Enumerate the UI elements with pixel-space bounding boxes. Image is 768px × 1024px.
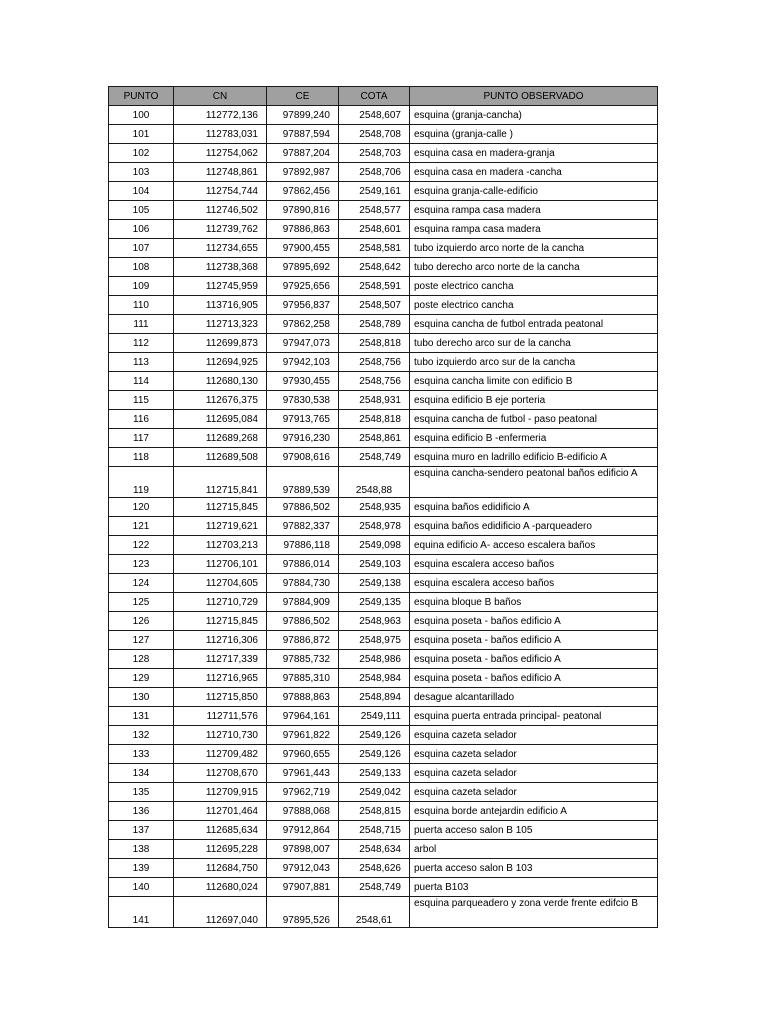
cell-punto: 120	[109, 498, 174, 517]
cell-cn: 112704,605	[174, 574, 267, 593]
cell-cota: 2548,815	[339, 802, 410, 821]
cell-cota: 2549,103	[339, 555, 410, 574]
cell-punto: 126	[109, 612, 174, 631]
cell-punto: 111	[109, 315, 174, 334]
cell-punto: 127	[109, 631, 174, 650]
cell-punto: 132	[109, 726, 174, 745]
cell-cn: 112709,915	[174, 783, 267, 802]
cell-ce: 97884,730	[267, 574, 339, 593]
table-row	[109, 517, 658, 536]
cell-punto-observado: tubo derecho arco sur de la cancha	[410, 334, 658, 353]
cell-punto: 105	[109, 201, 174, 220]
cell-cota: 2549,138	[339, 574, 410, 593]
cell-cn: 112717,339	[174, 650, 267, 669]
cell-punto-observado: esquina cazeta selador	[410, 764, 658, 783]
cell-cota: 2548,935	[339, 498, 410, 517]
cell-cota: 2548,607	[339, 106, 410, 125]
cell-cn: 112689,268	[174, 429, 267, 448]
cell-cn: 113716,905	[174, 296, 267, 315]
cell-punto: 140	[109, 878, 174, 897]
cell-punto-observado: esquina borde antejardin edificio A	[410, 802, 658, 821]
cell-ce: 97912,864	[267, 821, 339, 840]
cell-ce: 97961,822	[267, 726, 339, 745]
cell-punto: 119	[109, 467, 174, 498]
cell-ce: 97900,455	[267, 239, 339, 258]
cell-punto-observado: esquina poseta - baños edificio A	[410, 612, 658, 631]
cell-cota: 2548,818	[339, 410, 410, 429]
cell-punto: 135	[109, 783, 174, 802]
cell-cota: 2548,61	[339, 897, 410, 928]
cell-cota: 2548,978	[339, 517, 410, 536]
cell-punto: 125	[109, 593, 174, 612]
cell-ce: 97830,538	[267, 391, 339, 410]
cell-punto: 101	[109, 125, 174, 144]
cell-punto: 116	[109, 410, 174, 429]
cell-punto-observado: esquina granja-calle-edificio	[410, 182, 658, 201]
cell-cn: 112697,040	[174, 897, 267, 928]
cell-cn: 112783,031	[174, 125, 267, 144]
cell-punto: 133	[109, 745, 174, 764]
cell-ce: 97889,539	[267, 467, 339, 498]
cell-ce: 97895,692	[267, 258, 339, 277]
cell-punto: 115	[109, 391, 174, 410]
cell-cn: 112710,729	[174, 593, 267, 612]
table-row	[109, 612, 658, 631]
cell-punto-observado: puerta acceso salon B 103	[410, 859, 658, 878]
cell-punto: 100	[109, 106, 174, 125]
data-table	[108, 86, 658, 928]
cell-ce: 97885,310	[267, 669, 339, 688]
cell-cota: 2549,161	[339, 182, 410, 201]
cell-cn: 112699,873	[174, 334, 267, 353]
cell-cn: 112695,084	[174, 410, 267, 429]
cell-cn: 112706,101	[174, 555, 267, 574]
cell-punto: 118	[109, 448, 174, 467]
cell-punto-observado: esquina bloque B baños	[410, 593, 658, 612]
cell-cota: 2548,931	[339, 391, 410, 410]
cell-cota: 2549,111	[339, 707, 410, 726]
table-row	[109, 315, 658, 334]
table-row	[109, 631, 658, 650]
cell-cota: 2548,818	[339, 334, 410, 353]
cell-cn: 112772,136	[174, 106, 267, 125]
cell-ce: 97898,007	[267, 840, 339, 859]
table-row	[109, 574, 658, 593]
cell-cn: 112748,861	[174, 163, 267, 182]
cell-cota: 2548,756	[339, 353, 410, 372]
cell-punto: 103	[109, 163, 174, 182]
cell-ce: 97961,443	[267, 764, 339, 783]
cell-ce: 97964,161	[267, 707, 339, 726]
cell-punto: 106	[109, 220, 174, 239]
cell-ce: 97912,043	[267, 859, 339, 878]
cell-cota: 2548,749	[339, 878, 410, 897]
cell-punto-observado: esquina cancha de futbol entrada peatonal	[410, 315, 658, 334]
cell-cota: 2548,626	[339, 859, 410, 878]
cell-cn: 112715,845	[174, 498, 267, 517]
table-row	[109, 220, 658, 239]
cell-ce: 97962,719	[267, 783, 339, 802]
cell-cota: 2548,642	[339, 258, 410, 277]
table-row	[109, 258, 658, 277]
cell-punto: 139	[109, 859, 174, 878]
cell-cota: 2548,507	[339, 296, 410, 315]
cell-punto: 110	[109, 296, 174, 315]
cell-ce: 97882,337	[267, 517, 339, 536]
cell-punto-observado: puerta B103	[410, 878, 658, 897]
cell-cota: 2548,984	[339, 669, 410, 688]
cell-cn: 112701,464	[174, 802, 267, 821]
cell-punto-observado: esquina casa en madera -cancha	[410, 163, 658, 182]
cell-cn: 112711,576	[174, 707, 267, 726]
cell-punto-observado: esquina rampa casa madera	[410, 220, 658, 239]
table-row	[109, 296, 658, 315]
header-ce: CE	[267, 87, 339, 106]
table-row	[109, 448, 658, 467]
cell-punto: 124	[109, 574, 174, 593]
cell-punto: 130	[109, 688, 174, 707]
cell-cota: 2548,756	[339, 372, 410, 391]
table-row	[109, 764, 658, 783]
cell-punto: 112	[109, 334, 174, 353]
cell-ce: 97886,502	[267, 498, 339, 517]
cell-punto-observado: esquina escalera acceso baños	[410, 574, 658, 593]
cell-punto-observado: esquina puerta entrada principal- peatonal	[410, 707, 658, 726]
cell-punto-observado: esquina muro en ladrillo edificio B-edificio A	[410, 448, 658, 467]
header-cn: CN	[174, 87, 267, 106]
cell-punto: 128	[109, 650, 174, 669]
cell-cn: 112680,024	[174, 878, 267, 897]
cell-punto: 108	[109, 258, 174, 277]
cell-ce: 97887,594	[267, 125, 339, 144]
cell-cota: 2548,708	[339, 125, 410, 144]
table-row	[109, 669, 658, 688]
cell-cn: 112689,508	[174, 448, 267, 467]
table-row	[109, 429, 658, 448]
cell-cn: 112715,841	[174, 467, 267, 498]
cell-cn: 112708,670	[174, 764, 267, 783]
cell-ce: 97942,103	[267, 353, 339, 372]
cell-cn: 112754,062	[174, 144, 267, 163]
cell-cn: 112746,502	[174, 201, 267, 220]
cell-ce: 97890,816	[267, 201, 339, 220]
cell-punto: 131	[109, 707, 174, 726]
cell-punto-observado: poste electrico cancha	[410, 296, 658, 315]
table-row	[109, 726, 658, 745]
cell-punto-observado: esquina cazeta selador	[410, 745, 658, 764]
cell-punto: 102	[109, 144, 174, 163]
cell-punto: 121	[109, 517, 174, 536]
survey-points-table	[108, 86, 658, 928]
cell-punto-observado: esquina cazeta selador	[410, 783, 658, 802]
header-punto: PUNTO	[109, 87, 174, 106]
table-row	[109, 125, 658, 144]
cell-punto-observado: esquina (granja-cancha)	[410, 106, 658, 125]
cell-cota: 2548,591	[339, 277, 410, 296]
cell-cn: 112694,925	[174, 353, 267, 372]
cell-ce: 97886,872	[267, 631, 339, 650]
cell-ce: 97916,230	[267, 429, 339, 448]
cell-punto-observado: equina edificio A- acceso escalera baños	[410, 536, 658, 555]
cell-cn: 112710,730	[174, 726, 267, 745]
table-row	[109, 745, 658, 764]
cell-cota: 2548,703	[339, 144, 410, 163]
header-cota: COTA	[339, 87, 410, 106]
table-row	[109, 391, 658, 410]
table-row	[109, 593, 658, 612]
cell-punto-observado: esquina casa en madera-granja	[410, 144, 658, 163]
table-row	[109, 536, 658, 555]
cell-ce: 97886,118	[267, 536, 339, 555]
table-row	[109, 783, 658, 802]
cell-punto-observado: esquina escalera acceso baños	[410, 555, 658, 574]
table-row	[109, 707, 658, 726]
cell-punto: 117	[109, 429, 174, 448]
cell-punto-observado: esquina edificio B -enfermeria	[410, 429, 658, 448]
cell-punto-observado: puerta acceso salon B 105	[410, 821, 658, 840]
cell-punto-observado: tubo izquierdo arco norte de la cancha	[410, 239, 658, 258]
cell-punto: 104	[109, 182, 174, 201]
cell-cn: 112703,213	[174, 536, 267, 555]
cell-ce: 97930,455	[267, 372, 339, 391]
cell-cota: 2548,88	[339, 467, 410, 498]
cell-cn: 112676,375	[174, 391, 267, 410]
cell-cn: 112739,762	[174, 220, 267, 239]
cell-ce: 97899,240	[267, 106, 339, 125]
header-punto-observado: PUNTO OBSERVADO	[410, 87, 658, 106]
table-row	[109, 410, 658, 429]
table-row	[109, 498, 658, 517]
cell-cn: 112709,482	[174, 745, 267, 764]
cell-cn: 112719,621	[174, 517, 267, 536]
cell-punto-observado: esquina edificio B eje porteria	[410, 391, 658, 410]
cell-cn: 112680,130	[174, 372, 267, 391]
table-row	[109, 878, 658, 897]
table-row	[109, 239, 658, 258]
cell-ce: 97956,837	[267, 296, 339, 315]
cell-cn: 112715,850	[174, 688, 267, 707]
cell-punto-observado: desague alcantarillado	[410, 688, 658, 707]
cell-punto: 138	[109, 840, 174, 859]
cell-punto-observado: esquina poseta - baños edificio A	[410, 669, 658, 688]
cell-cn: 112738,368	[174, 258, 267, 277]
cell-punto: 114	[109, 372, 174, 391]
table-row	[109, 840, 658, 859]
table-row	[109, 182, 658, 201]
table-row	[109, 353, 658, 372]
cell-cota: 2548,634	[339, 840, 410, 859]
cell-punto-observado: arbol	[410, 840, 658, 859]
cell-punto-observado: poste electrico cancha	[410, 277, 658, 296]
cell-ce: 97913,765	[267, 410, 339, 429]
table-row	[109, 688, 658, 707]
cell-punto: 134	[109, 764, 174, 783]
cell-cota: 2548,601	[339, 220, 410, 239]
cell-punto-observado: esquina (granja-calle )	[410, 125, 658, 144]
cell-ce: 97885,732	[267, 650, 339, 669]
cell-cota: 2549,126	[339, 726, 410, 745]
cell-cn: 112695,228	[174, 840, 267, 859]
cell-ce: 97908,616	[267, 448, 339, 467]
table-row	[109, 144, 658, 163]
table-row	[109, 201, 658, 220]
header-row	[109, 87, 658, 106]
cell-ce: 97892,987	[267, 163, 339, 182]
cell-punto: 137	[109, 821, 174, 840]
table-body	[109, 106, 658, 928]
cell-punto-observado: esquina rampa casa madera	[410, 201, 658, 220]
table-row	[109, 334, 658, 353]
cell-cota: 2548,861	[339, 429, 410, 448]
cell-cn: 112716,965	[174, 669, 267, 688]
table-row	[109, 897, 658, 928]
cell-cn: 112716,306	[174, 631, 267, 650]
cell-punto: 113	[109, 353, 174, 372]
table-row	[109, 650, 658, 669]
cell-ce: 97884,909	[267, 593, 339, 612]
cell-ce: 97925,656	[267, 277, 339, 296]
cell-ce: 97888,068	[267, 802, 339, 821]
cell-cota: 2548,715	[339, 821, 410, 840]
cell-punto: 123	[109, 555, 174, 574]
cell-cota: 2549,042	[339, 783, 410, 802]
cell-cota: 2548,789	[339, 315, 410, 334]
cell-cn: 112715,845	[174, 612, 267, 631]
cell-punto: 129	[109, 669, 174, 688]
cell-punto-observado: esquina cazeta selador	[410, 726, 658, 745]
cell-ce: 97960,655	[267, 745, 339, 764]
cell-ce: 97887,204	[267, 144, 339, 163]
cell-punto-observado: esquina cancha de futbol - paso peatonal	[410, 410, 658, 429]
cell-punto-observado: tubo derecho arco norte de la cancha	[410, 258, 658, 277]
cell-ce: 97862,258	[267, 315, 339, 334]
cell-cota: 2548,749	[339, 448, 410, 467]
cell-ce: 97886,014	[267, 555, 339, 574]
cell-punto-observado: esquina baños edidificio A	[410, 498, 658, 517]
cell-punto-observado: esquina poseta - baños edificio A	[410, 631, 658, 650]
cell-cn: 112684,750	[174, 859, 267, 878]
cell-punto-observado: esquina baños edidificio A -parqueadero	[410, 517, 658, 536]
cell-punto-observado: esquina parqueadero y zona verde frente edifcio B	[410, 897, 658, 928]
cell-ce: 97907,881	[267, 878, 339, 897]
cell-cota: 2548,581	[339, 239, 410, 258]
cell-cota: 2549,126	[339, 745, 410, 764]
cell-cota: 2548,706	[339, 163, 410, 182]
table-row	[109, 859, 658, 878]
cell-cn: 112734,655	[174, 239, 267, 258]
cell-cn: 112754,744	[174, 182, 267, 201]
cell-ce: 97886,502	[267, 612, 339, 631]
cell-punto-observado: esquina cancha-sendero peatonal baños edificio A	[410, 467, 658, 498]
cell-cota: 2548,577	[339, 201, 410, 220]
cell-cota: 2549,133	[339, 764, 410, 783]
cell-ce: 97886,863	[267, 220, 339, 239]
cell-cota: 2548,963	[339, 612, 410, 631]
table-row	[109, 802, 658, 821]
table-row	[109, 106, 658, 125]
cell-cn: 112713,323	[174, 315, 267, 334]
cell-cota: 2549,098	[339, 536, 410, 555]
table-row	[109, 163, 658, 182]
table-row	[109, 277, 658, 296]
table-row	[109, 372, 658, 391]
cell-cota: 2548,894	[339, 688, 410, 707]
cell-cota: 2548,986	[339, 650, 410, 669]
cell-ce: 97895,526	[267, 897, 339, 928]
table-row	[109, 555, 658, 574]
cell-punto: 141	[109, 897, 174, 928]
table-row	[109, 821, 658, 840]
cell-cn: 112685,634	[174, 821, 267, 840]
cell-cota: 2549,135	[339, 593, 410, 612]
cell-punto: 107	[109, 239, 174, 258]
cell-punto: 136	[109, 802, 174, 821]
cell-punto: 109	[109, 277, 174, 296]
cell-ce: 97862,456	[267, 182, 339, 201]
table-row	[109, 467, 658, 498]
cell-cota: 2548,975	[339, 631, 410, 650]
cell-ce: 97947,073	[267, 334, 339, 353]
cell-punto-observado: esquina poseta - baños edificio A	[410, 650, 658, 669]
cell-cn: 112745,959	[174, 277, 267, 296]
cell-punto-observado: esquina cancha limite con edificio B	[410, 372, 658, 391]
cell-ce: 97888,863	[267, 688, 339, 707]
cell-punto: 122	[109, 536, 174, 555]
cell-punto-observado: tubo izquierdo arco sur de la cancha	[410, 353, 658, 372]
